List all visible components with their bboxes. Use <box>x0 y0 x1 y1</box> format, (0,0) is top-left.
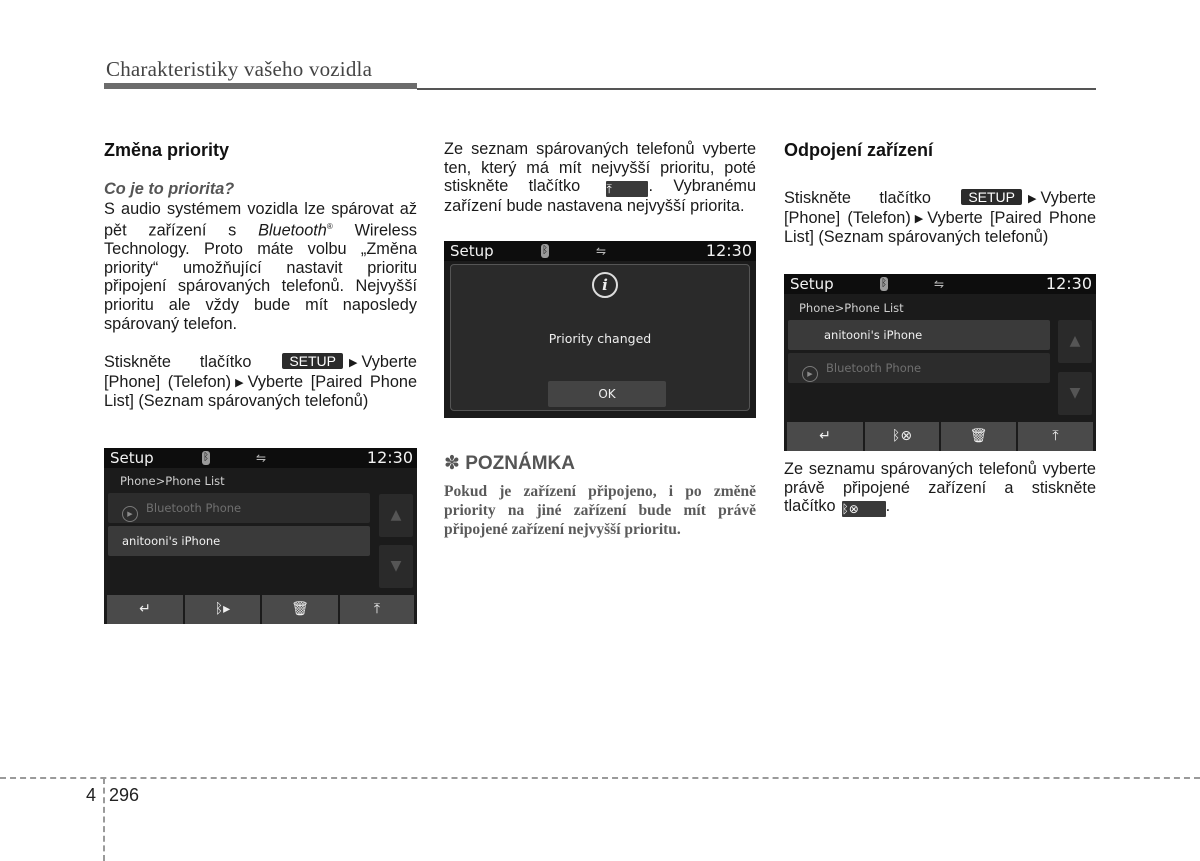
footer-rule <box>0 777 1200 779</box>
bluetooth-icon: ᛒ <box>542 245 548 256</box>
note-title: ✽ POZNÁMKA <box>444 453 575 474</box>
setup-key-label: SETUP <box>961 189 1022 205</box>
text-span: Vyberte [Paired Phone List] (Seznam spárovaných telefonů) <box>784 208 1096 247</box>
priority-up-button[interactable]: ⤒ <box>1018 422 1093 451</box>
paragraph-disconnect-steps <box>784 189 1096 247</box>
arrow-right-icon: ▶ <box>235 376 244 389</box>
dialog <box>450 264 750 411</box>
column-right-lower <box>784 460 1096 517</box>
arrow-right-icon: ▶ <box>349 357 358 370</box>
ok-button[interactable]: OK <box>548 381 666 407</box>
paragraph-disconnect-action <box>784 460 1096 517</box>
screen-title: Setup <box>450 242 494 260</box>
header-rule <box>104 83 417 89</box>
arrow-right-icon: ▶ <box>1028 193 1037 205</box>
scroll-down-button[interactable]: ▼ <box>379 545 413 588</box>
text-span: . <box>648 177 654 196</box>
clock: 12:30 <box>1045 274 1092 293</box>
note-box <box>444 453 756 539</box>
page-number: 296 <box>109 785 140 805</box>
bluetooth-icon: ᛒ <box>203 452 209 463</box>
back-button[interactable]: ↵ <box>787 422 863 451</box>
section-number: 4 <box>86 785 97 805</box>
priority-up-button[interactable]: ⤒ <box>340 595 414 624</box>
back-button[interactable]: ↵ <box>107 595 183 624</box>
arrow-right-icon: ▶ <box>914 212 924 225</box>
screen-title: Setup <box>790 275 834 293</box>
text-span: Stiskněte tlačítko <box>784 189 931 207</box>
breadcrumb: Phone>Phone List <box>120 474 225 488</box>
clock: 12:30 <box>705 241 752 260</box>
screen-title: Setup <box>110 449 154 467</box>
breadcrumb: Phone>Phone List <box>799 301 904 315</box>
brand-text: Bluetooth <box>258 221 327 240</box>
list-item-bluetooth-phone[interactable] <box>788 353 1050 383</box>
text-span: Ze seznamu spárovaných telefonů vyberte právě připojené zařízení a stiskněte tlačítko <box>784 460 1096 516</box>
text-span: Vybranému zařízení bude nastavena nejvyšší priorita. <box>444 177 756 216</box>
text-span: Vyberte [Phone] (Telefon) <box>784 189 1096 227</box>
usb-icon: ⇋ <box>596 244 607 258</box>
setup-key-label: SETUP <box>282 353 343 369</box>
list-item-label: anitooni's iPhone <box>824 328 923 342</box>
footer-vertical-rule <box>103 778 105 861</box>
list-item-anitooni-iphone[interactable] <box>108 526 370 556</box>
text-span: Vyberte [Paired Phone List] (Seznam spárovaných telefonů) <box>104 372 418 411</box>
bluetooth-connect-button[interactable]: ᛒ▸ <box>185 595 260 624</box>
bluetooth-disconnect-icon: ᛒ⊗ <box>842 501 886 517</box>
paragraph-priority-steps <box>104 353 417 411</box>
column-right <box>784 140 1096 247</box>
bluetooth-icon: ᛒ <box>881 278 887 289</box>
priority-up-icon: ⤒ <box>606 181 648 197</box>
list-item-label: Bluetooth Phone <box>826 361 922 375</box>
list-item-label: Bluetooth Phone <box>146 501 242 515</box>
section-heading-disconnect: Odpojení zařízení <box>784 140 934 160</box>
list-item-label: anitooni's iPhone <box>122 534 221 548</box>
play-icon: ▶ <box>802 366 818 382</box>
registered-mark: ® <box>326 222 333 232</box>
column-left <box>104 140 417 411</box>
clock: 12:30 <box>366 448 413 467</box>
text-span: Wireless Technology. Proto máte volbu „Změna priority“ umožňující nastavit prioritu připojení spárovaných telefonů. Nejvyšší prioritu ale vždy bude mít naposledy spárovaný telefon. <box>104 221 417 333</box>
info-icon: i <box>592 272 618 298</box>
text-span: Ze seznam spárovaných telefonů vyberte ten, který má mít nejvyšší prioritu, poté stiskněte tlačítko <box>444 140 756 196</box>
note-body: Pokud je zařízení připojeno, i po změně priority na jiné zařízení bude mít právě připojené zařízení nejvyšší prioritu. <box>444 483 756 538</box>
subheading-what-is-priority: Co je to priorita? <box>104 180 235 198</box>
usb-icon: ⇋ <box>934 277 945 291</box>
paragraph-select-priority <box>444 140 756 216</box>
play-icon: ▶ <box>122 506 138 522</box>
delete-button[interactable]: 🗑 <box>941 422 1016 451</box>
bluetooth-disconnect-button[interactable]: ᛒ⊗ <box>865 422 939 451</box>
text-span: Vyberte [Phone] (Telefon) <box>104 353 417 391</box>
screen-phone-list-1 <box>104 448 417 624</box>
list-item-bluetooth-phone[interactable] <box>108 493 370 523</box>
column-middle <box>444 140 756 216</box>
scroll-up-button[interactable]: ▲ <box>379 494 413 537</box>
dialog-message: Priority changed <box>548 331 652 346</box>
text-span: S audio systémem vozidla lze spárovat až pět zařízení s <box>104 199 417 240</box>
scroll-up-button[interactable]: ▲ <box>1058 320 1092 363</box>
page-header-title: Charakteristiky vašeho vozidla <box>106 57 373 81</box>
scroll-down-button[interactable]: ▼ <box>1058 372 1092 415</box>
text-span: Stiskněte tlačítko <box>104 353 252 372</box>
list-item-anitooni-iphone[interactable] <box>788 320 1050 350</box>
section-heading-priority: Změna priority <box>104 140 230 160</box>
usb-icon: ⇋ <box>256 451 267 465</box>
text-span: . <box>885 497 891 516</box>
paragraph-priority-intro <box>104 200 417 334</box>
screen-priority-changed <box>444 241 756 418</box>
screen-phone-list-2 <box>784 274 1096 451</box>
header-rule-thin <box>417 88 1096 90</box>
delete-button[interactable]: 🗑 <box>262 595 338 624</box>
